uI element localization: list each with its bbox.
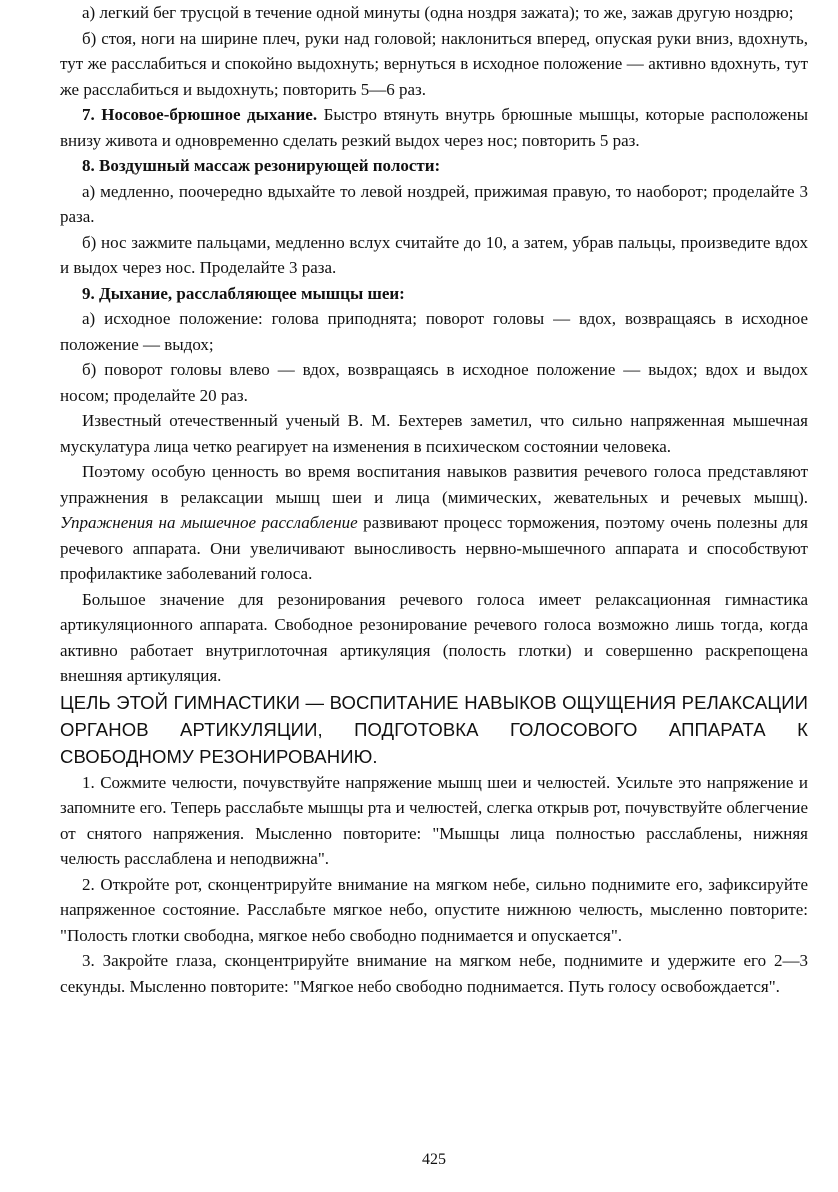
exercise-1: 1. Сожмите челюсти, почувствуйте напряжение мышц шеи и челюстей. Усильте это напряжение и запомните его. Теперь расслабьте мышцы рта и челюстей, слегка открыв рот, почувствуйте облегчение от снятого напряжения. Мысленно повторите: "Мышцы лица полностью расслаблены, нижняя челюсть расслаблена и неподвижна".: [60, 772, 808, 868]
paragraph-bekhterev: Известный отечественный ученый В. М. Бехтерев заметил, что сильно напряженная мышечная мускулатура лица четко реагирует на изменения в психическом состоянии человека.: [60, 411, 808, 456]
paragraph-articulation: Большое значение для резонирования речевого голоса имеет релаксационная гимнастика артикуляционного аппарата. Свободное резонирование речевого голоса возможно лишь тогда, когда активно работает внутриглоточная артикуляция (полость глотки) и совершенно раскрепощена внешняя артикуляция.: [60, 589, 808, 685]
item-9-a: а) исходное положение: голова приподнята; поворот головы — вдох, возвращаясь в исходное положение — выдох;: [60, 309, 808, 354]
section-heading: ЦЕЛЬ ЭТОЙ ГИМНАСТИКИ — ВОСПИТАНИЕ НАВЫКОВ ОЩУЩЕНИЯ РЕЛАКСАЦИИ ОРГАНОВ АРТИКУЛЯЦИИ, ПОДГОТОВКА ГОЛОСОВОГО АППАРАТА К СВОБОДНОМУ РЕЗОНИРОВАНИЮ.: [60, 691, 808, 767]
item-9-title-text: 9. Дыхание, расслабляющее мышцы шеи:: [82, 283, 405, 303]
item-9-title: [60, 281, 808, 307]
item-7-text: Быстро втянуть внутрь брюшные мышцы, которые расположены внизу живота и одновременно сделать резкий выдох через нос; повторить 5 раз.: [60, 105, 808, 150]
item-8-b: б) нос зажмите пальцами, медленно вслух считайте до 10, а затем, убрав пальцы, произведите вдох и выдох через нос. Проделайте 3 раза.: [60, 232, 808, 277]
relax-italic: Упражнения на мышечное расслабление: [60, 513, 358, 532]
item-9-b: б) поворот головы влево — вдох, возвращаясь в исходное положение — выдох; вдох и выдох носом; проделайте 20 раз.: [60, 360, 808, 405]
paragraph-breathing-b: б) стоя, ноги на ширине плеч, руки над головой; наклониться вперед, опуская руки вниз, вдохнуть, тут же расслабиться и спокойно выдохнуть; вернуться в исходное положение — активно вдохнуть, тут же расслабиться и выдохнуть; повторить 5—6 раз.: [60, 28, 808, 99]
paragraph-relaxation: [60, 459, 808, 587]
paragraph-breathing-a: а) легкий бег трусцой в течение одной минуты (одна ноздря зажата); то же, зажав другую ноздрю;: [82, 3, 794, 22]
item-7: [60, 102, 808, 153]
relax-part2: развивают процесс торможения, поэтому очень полезны для речевого аппарата. Они увеличивают выносливость нервно-мышечного аппарата и способствуют профилактике заболеваний голоса.: [60, 513, 808, 583]
relax-part1: Поэтому особую ценность во время воспитания навыков развития речевого голоса представляют упражнения в релаксации мышц шеи и лица (мимических, жевательных и речевых мышц).: [60, 462, 808, 507]
document-page: [60, 0, 808, 1192]
item-8-title: [60, 153, 808, 179]
item-8-a: а) медленно, поочередно вдыхайте то левой ноздрей, прижимая правую, то наоборот; проделайте 3 раза.: [60, 181, 808, 226]
page-number: 425: [422, 1151, 446, 1168]
item-7-title: 7. Носовое-брюшное дыхание.: [82, 105, 318, 124]
exercise-2: 2. Откройте рот, сконцентрируйте внимание на мягком небе, сильно поднимите его, зафиксируйте напряженное состояние. Расслабьте мягкое небо, опустите нижнюю челюсть, мысленно повторите: "Полость глотки свободна, мягкое небо свободно поднимается и опускается".: [60, 874, 808, 945]
item-8-title-text: 8. Воздушный массаж резонирующей полости:: [82, 156, 441, 175]
exercise-3: 3. Закройте глаза, сконцентрируйте внимание на мягком небе, поднимите и удержите его 2—3 секунды. Мысленно повторите: "Мягкое небо свободно поднимается. Путь голосу освобождается".: [60, 951, 808, 996]
